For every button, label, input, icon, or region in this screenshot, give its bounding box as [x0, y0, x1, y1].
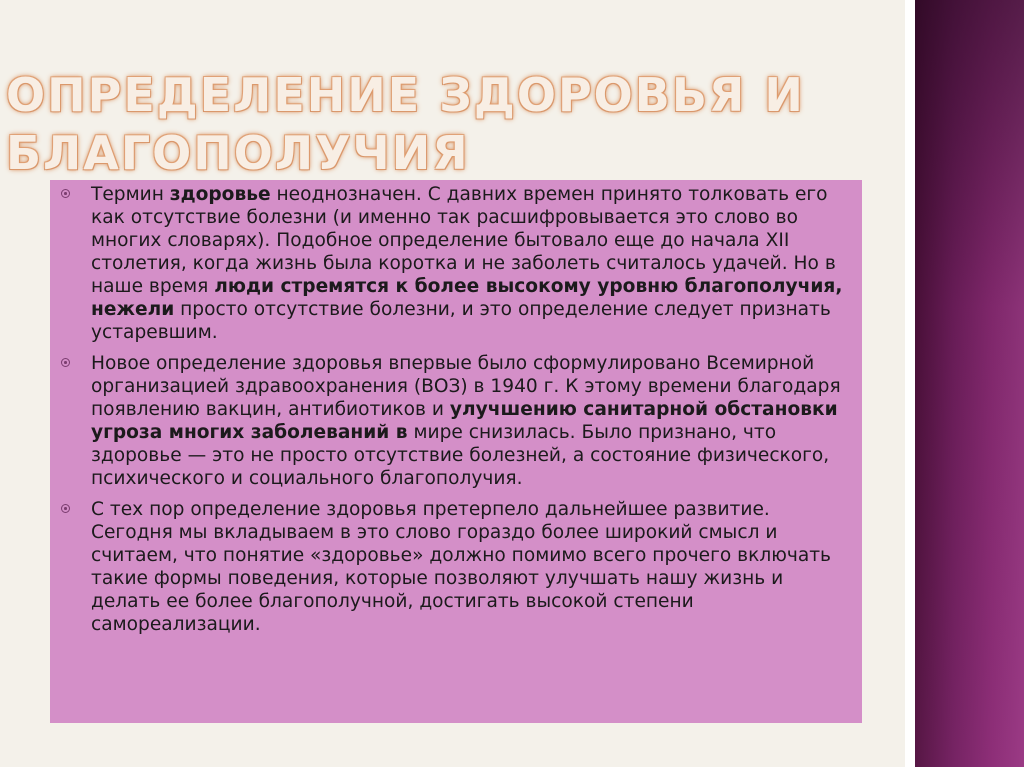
bullet-circle-icon — [61, 358, 70, 367]
bullet-2-text-2: мире снизилась. Было признано, что здоровье — это не просто отсутствие болезней, а состояние физического, психического и социального благополучия. — [91, 422, 830, 489]
bullet-circle-icon — [61, 504, 70, 513]
bullet-1-text-2: неоднозначен. С давних времен принято толковать его как отсутствие болезни (и именно так расшифровывается это слово во многих словарях). Подобное определение бытовало еще до начала XII столетия, когда жизнь была коротка и не заболеть считалось удачей. Но в наше время — [91, 184, 836, 297]
bullet-1-bold-phrase: люди стремятся к более высокому уровню благополучия, нежели — [91, 276, 843, 320]
bullet-circle-icon — [61, 189, 70, 198]
bullet-2-text-1: Новое определение здоровья впервые было сформулировано Всемирной организацией здравоохранения (ВОЗ) в 1940 г. К этому времени благодаря появлению вакцин, антибиотиков и — [91, 353, 841, 420]
bullet-1-bold-term: здоровье — [169, 184, 271, 205]
bullet-2-bold-phrase: улучшению санитарной обстановки угроза многих заболеваний в — [91, 399, 838, 443]
bullet-3-text-1: С тех пор определение здоровья претерпело дальнейшее развитие. Сегодня мы вкладываем в это слово гораздо более широкий смысл и считаем, что понятие «здоровье» должно помимо всего прочего включать такие формы поведения, которые позволяют улучшать нашу жизнь и делать ее более благополучной, достигать высокой степени самореализации. — [91, 499, 832, 635]
bullet-item-3 — [50, 498, 862, 636]
bullet-item-2 — [50, 352, 862, 490]
bullet-list — [50, 183, 862, 644]
bullet-item-1 — [50, 183, 862, 344]
bullet-1-text-1: Термин — [91, 184, 170, 205]
decorative-side-band — [915, 0, 1024, 767]
slide-title: ОПРЕДЕЛЕНИЕ ЗДОРОВЬЯ И БЛАГОПОЛУЧИЯ — [6, 68, 805, 180]
content-box — [50, 180, 862, 723]
bullet-1-text-3: просто отсутствие болезни, и это определение следует признать устаревшим. — [91, 299, 831, 343]
side-gap — [905, 0, 915, 767]
